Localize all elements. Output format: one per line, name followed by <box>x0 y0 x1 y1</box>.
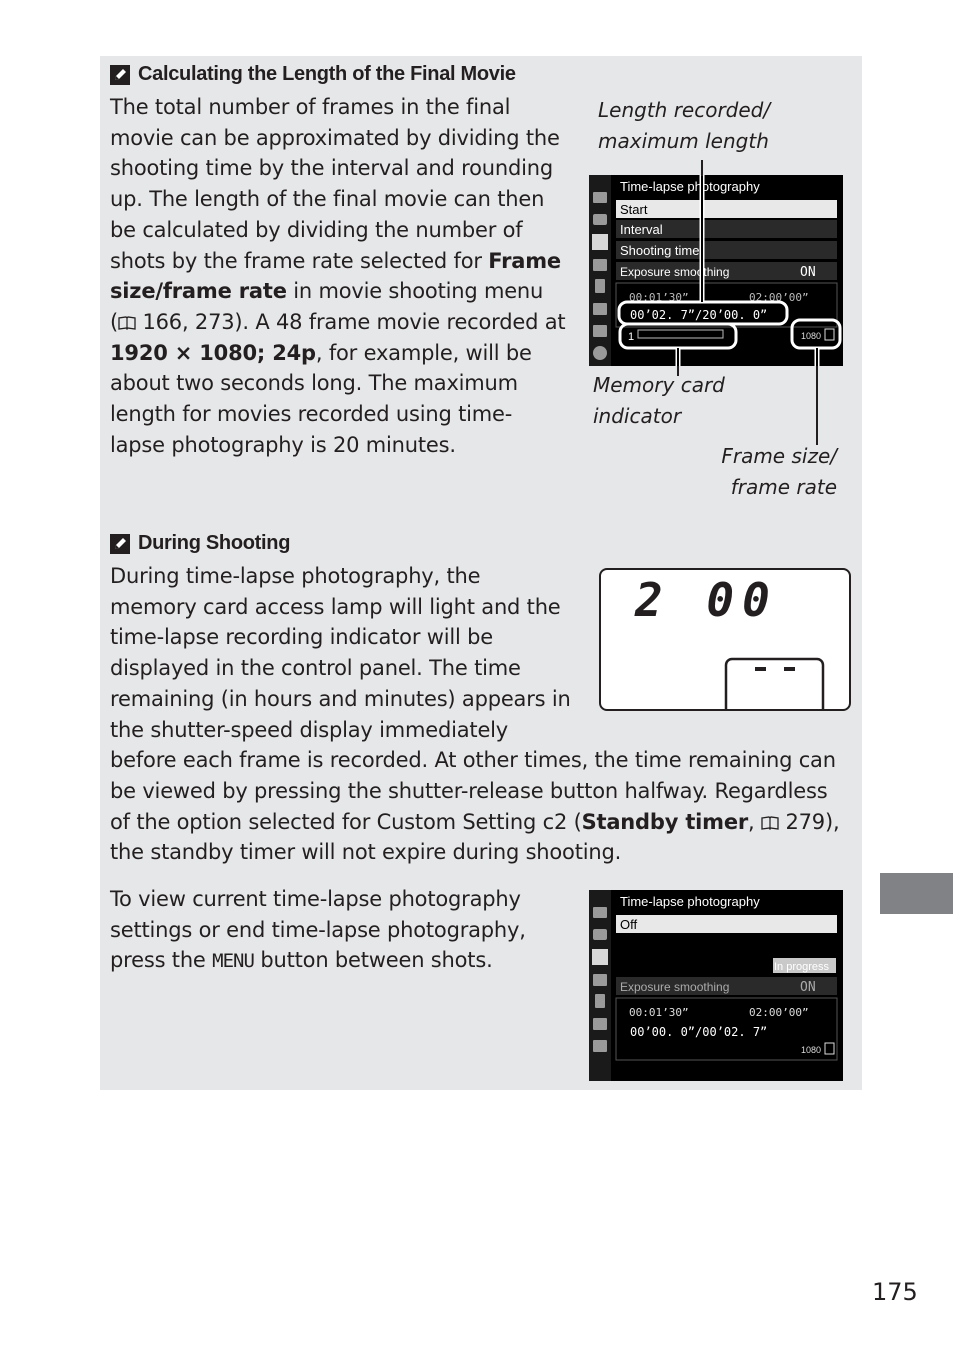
text-line: To view current time-lapse photography <box>110 887 521 911</box>
text-line: remaining (in hours and minutes) appears in <box>110 686 571 711</box>
menu-item-ref: Frame <box>488 248 561 273</box>
length-value: 00’02. 7”/20’00. 0” <box>630 308 768 322</box>
text-line: up. The length of the final movie can then <box>110 187 545 212</box>
control-panel-lcd <box>599 568 851 711</box>
caption-memory-card <box>593 370 725 432</box>
text-line: lapse photography is 20 minutes. <box>110 432 456 457</box>
menu-item-start: Start <box>620 202 648 217</box>
exposure-value: ON <box>800 980 816 995</box>
text-line: the shutter-speed display immediately <box>110 717 509 742</box>
text-fragment: button between shots. <box>253 948 493 973</box>
menu-item-shooting-time: Shooting time <box>620 243 700 258</box>
text-line: length for movies recorded using time- <box>110 402 513 427</box>
length-value: 00’00. 0”/00’02. 7” <box>630 1025 768 1039</box>
section-title: Calculating the Length of the Final Movie <box>138 63 516 85</box>
status-in-progress: In progress <box>774 961 830 973</box>
page-number: 175 <box>872 1278 918 1306</box>
menu-item-exposure: Exposure smoothing <box>620 265 730 279</box>
text-line: During time-lapse photography, the <box>110 564 481 588</box>
exposure-value: ON <box>800 265 816 280</box>
text-line: about two seconds long. The maximum <box>110 371 518 396</box>
text-line: movie can be approximated by dividing the <box>110 125 560 150</box>
text-fragment: 279), <box>785 809 840 834</box>
setting-ref: 1920 × 1080; 24p <box>110 340 316 365</box>
caption-line: indicator <box>593 404 682 428</box>
text-line: shooting time by the interval and rounding <box>110 156 553 181</box>
text-line: displayed in the control panel. The time <box>110 656 521 681</box>
caption-line: Memory card <box>593 373 725 397</box>
text-fragment: press the <box>110 948 213 973</box>
menu-item-ref: size/frame rate <box>110 279 287 304</box>
text-line: shots by the frame rate selected for <box>110 248 482 273</box>
lcd-time-remaining: 2 00 <box>635 573 778 627</box>
section-heading <box>110 63 516 86</box>
section-body <box>110 92 565 460</box>
shooting-time-value: 02:00’00” <box>749 291 809 304</box>
pencil-note-icon <box>110 534 130 554</box>
frame-size-badge: 1080 <box>801 331 822 341</box>
caption-length-recorded <box>598 95 770 157</box>
text-line: , for example, will be <box>315 340 532 365</box>
text-line: settings or end time-lapse photography, <box>110 917 526 942</box>
menu-item-exposure: Exposure smoothing <box>620 980 730 994</box>
interval-value: 00:01’30” <box>629 1006 689 1019</box>
section-title: During Shooting <box>138 532 291 554</box>
text-line: time-lapse recording indicator will be <box>110 625 493 650</box>
camera-menu-screen-in-progress <box>589 890 843 1081</box>
screen-title: Time-lapse photography <box>620 179 760 194</box>
interval-value: 00:01’30” <box>629 291 689 304</box>
text-fragment: ( <box>110 309 118 334</box>
screen-title: Time-lapse photography <box>620 894 760 909</box>
menu-item-interval: Interval <box>620 222 663 237</box>
lcd-display <box>601 570 849 709</box>
frame-size-badge: 1080 <box>801 1045 822 1055</box>
text-line: memory card access lamp will light and the <box>110 594 561 619</box>
setting-ref: Standby timer <box>581 809 749 834</box>
section-body <box>110 884 526 977</box>
menu-item-off: Off <box>620 917 638 932</box>
text-line: 166, 273). A 48 frame movie recorded at <box>142 309 566 334</box>
caption-line: frame rate <box>730 475 837 499</box>
text-line: of the option selected for Custom Setting c2 ( <box>110 809 582 834</box>
section-heading <box>110 532 290 555</box>
caption-line: Frame size/ <box>721 444 837 468</box>
caption-line: maximum length <box>598 129 769 153</box>
text-line: The total number of frames in the final <box>110 95 511 119</box>
menu-button-label: MENU <box>212 950 254 973</box>
text-line: be viewed by pressing the shutter-release button halfway. Regardless <box>110 778 828 803</box>
text-line: in movie shooting menu <box>293 279 544 304</box>
caption-line: Length recorded/ <box>598 98 771 122</box>
shooting-time-value: 02:00’00” <box>749 1006 809 1019</box>
page-reference-icon <box>118 316 136 330</box>
text-fragment: , <box>748 809 761 834</box>
page-reference-icon <box>761 816 779 830</box>
card-slot-label: 1 <box>628 331 635 343</box>
text-line: the standby timer will not expire during shooting. <box>110 840 622 865</box>
text-line: be calculated by dividing the number of <box>110 217 523 242</box>
pencil-note-icon <box>110 65 130 85</box>
text-line: before each frame is recorded. At other times, the time remaining can <box>110 748 836 773</box>
caption-frame-size <box>700 441 837 503</box>
chapter-tab <box>880 873 953 914</box>
